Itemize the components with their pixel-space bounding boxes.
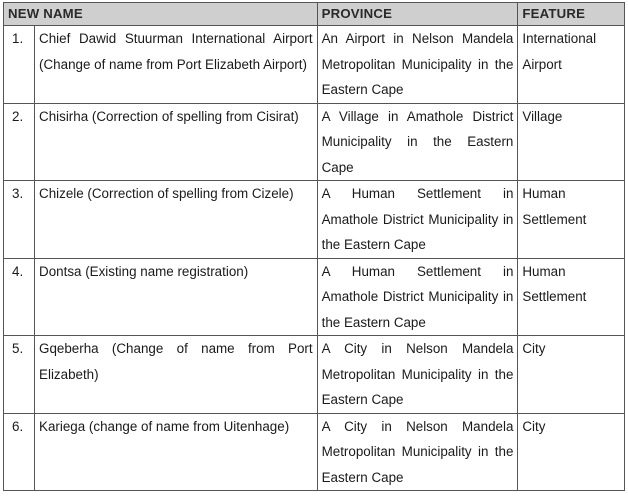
- header-row: [4, 3, 625, 26]
- header-new-name: NEW NAME: [4, 3, 318, 26]
- row-number: 5.: [4, 336, 35, 414]
- new-name-cell: Dontsa (Existing name registration): [35, 258, 318, 336]
- new-name-cell: Chizele (Correction of spelling from Cizele): [35, 181, 318, 259]
- province-cell: A City in Nelson Mandela Metropolitan Municipality in the Eastern Cape: [317, 336, 518, 414]
- province-cell: An Airport in Nelson Mandela Metropolitan Municipality in the Eastern Cape: [317, 26, 518, 104]
- table-row: [4, 258, 625, 336]
- table-row: [4, 336, 625, 414]
- header-province: PROVINCE: [317, 3, 518, 26]
- header-feature: FEATURE: [518, 3, 625, 26]
- feature-cell: Village: [518, 103, 625, 181]
- feature-cell: Human Settlement: [518, 258, 625, 336]
- province-cell: A Human Settlement in Amathole District Municipality in the Eastern Cape: [317, 181, 518, 259]
- table-row: [4, 103, 625, 181]
- table-row: [4, 413, 625, 491]
- new-name-cell: Chief Dawid Stuurman International Airport (Change of name from Port Elizabeth Airport): [35, 26, 318, 104]
- province-cell: A City in Nelson Mandela Metropolitan Municipality in the Eastern Cape: [317, 413, 518, 491]
- province-cell: A Village in Amathole District Municipality in the Eastern Cape: [317, 103, 518, 181]
- feature-cell: International Airport: [518, 26, 625, 104]
- new-name-cell: Kariega (change of name from Uitenhage): [35, 413, 318, 491]
- place-names-table: [3, 2, 625, 491]
- table-row: [4, 26, 625, 104]
- row-number: 6.: [4, 413, 35, 491]
- row-number: 4.: [4, 258, 35, 336]
- table-row: [4, 181, 625, 259]
- province-cell: A Human Settlement in Amathole District Municipality in the Eastern Cape: [317, 258, 518, 336]
- new-name-cell: Gqeberha (Change of name from Port Elizabeth): [35, 336, 318, 414]
- row-number: 1.: [4, 26, 35, 104]
- feature-cell: City: [518, 413, 625, 491]
- new-name-cell: Chisirha (Correction of spelling from Cisirat): [35, 103, 318, 181]
- feature-cell: Human Settlement: [518, 181, 625, 259]
- row-number: 2.: [4, 103, 35, 181]
- row-number: 3.: [4, 181, 35, 259]
- feature-cell: City: [518, 336, 625, 414]
